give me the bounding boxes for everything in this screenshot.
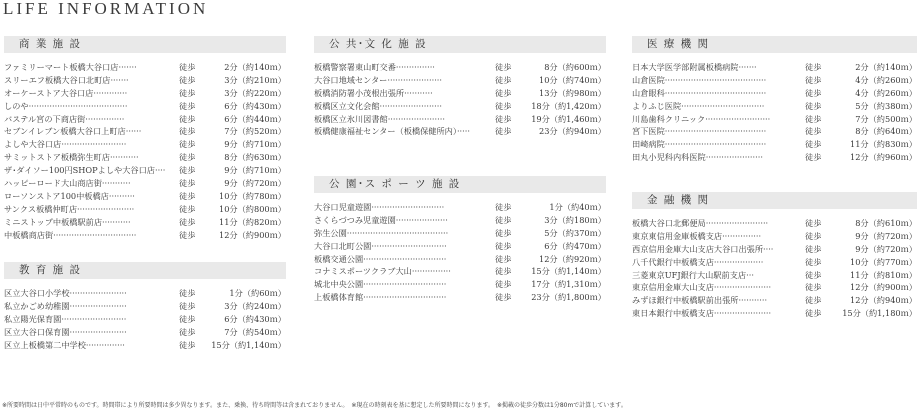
facility-name: 八千代銀行中板橋支店··················· [632, 256, 764, 267]
facility-name: 日本大学医学部附属板橋病院······· [632, 62, 757, 72]
walk-label: 徒歩 [495, 292, 512, 303]
walk-time: 11分（約820ｍ） [219, 216, 286, 227]
section-heading: 教 育 施 設 [4, 262, 286, 279]
walk-label: 徒歩 [495, 74, 512, 85]
walk-time: 12分（約900ｍ） [219, 229, 286, 240]
facility-row [314, 291, 606, 304]
facility-name: よりふじ医院································ [632, 100, 765, 111]
facility-row [4, 339, 286, 352]
walk-time: 23分（約1,800ｍ） [531, 292, 606, 303]
walk-label: 徒歩 [495, 113, 512, 124]
walk-label: 徒歩 [805, 308, 822, 319]
walk-label: 徒歩 [179, 313, 196, 324]
walk-label: 徒歩 [179, 300, 196, 311]
walk-label: 徒歩 [805, 62, 822, 72]
facility-name: オーケーストア大谷口店············· [4, 87, 128, 98]
walk-time: 17分（約1,310ｍ） [531, 279, 606, 290]
facility-name: コナミスポーツクラブ大山··············· [314, 266, 451, 277]
walk-time: 2分（約140ｍ） [855, 62, 917, 72]
walk-label: 徒歩 [805, 152, 822, 163]
facility-row [4, 300, 286, 313]
facility-row [4, 138, 286, 151]
facility-list [632, 61, 917, 164]
facility-name: 田丸小児科内科医院······················ [632, 152, 763, 163]
section-commercial [4, 36, 286, 241]
facility-name: セブンイレブン板橋大谷口上町店······ [4, 126, 142, 137]
walk-label: 徒歩 [179, 216, 196, 227]
walk-label: 徒歩 [805, 139, 822, 150]
walk-time: 12分（約900ｍ） [850, 282, 917, 293]
facility-list [314, 201, 606, 304]
facility-row [4, 74, 286, 87]
facility-name: しのや······································ [4, 100, 128, 111]
facility-name: 上板橋体育館································ [314, 292, 447, 303]
facility-row [4, 151, 286, 164]
facility-row [4, 287, 286, 300]
walk-label: 徒歩 [805, 113, 822, 124]
facility-row [632, 74, 917, 87]
walk-time: 8分（約600ｍ） [544, 62, 606, 72]
walk-label: 徒歩 [179, 203, 196, 214]
walk-label: 徒歩 [179, 152, 196, 163]
facility-name: 弥生公園······································· [314, 227, 449, 238]
walk-label: 徒歩 [179, 62, 196, 72]
section-parks-sports [314, 176, 606, 304]
walk-time: 6分（約440ｍ） [224, 113, 286, 124]
walk-label: 徒歩 [179, 326, 196, 337]
walk-label: 徒歩 [179, 139, 196, 150]
walk-time: 10分（約780ｍ） [219, 190, 286, 201]
section-heading: 金 融 機 関 [632, 192, 917, 209]
section-heading: 公 園･ス ポ ー ツ 施 設 [314, 176, 606, 193]
facility-row [4, 203, 286, 216]
walk-time: 23分（約940ｍ） [539, 126, 606, 137]
walk-time: 12分（約920ｍ） [539, 253, 606, 264]
walk-time: 6分（約430ｍ） [224, 100, 286, 111]
facility-name: ザ･ダイソー100円SHOPよしや大谷口店···· [4, 165, 166, 176]
facility-row [314, 74, 606, 87]
walk-time: 7分（約520ｍ） [224, 126, 286, 137]
facility-row [632, 256, 917, 269]
walk-label: 徒歩 [805, 87, 822, 98]
walk-time: 3分（約180ｍ） [544, 214, 606, 225]
walk-label: 徒歩 [179, 178, 196, 189]
section-heading: 公 共･文 化 施 設 [314, 36, 606, 53]
walk-time: 10分（約770ｍ） [850, 256, 917, 267]
walk-time: 6分（約430ｍ） [224, 313, 286, 324]
facility-row [632, 113, 917, 126]
facility-name: 大谷口北町公園····························· [314, 240, 447, 251]
walk-label: 徒歩 [179, 229, 196, 240]
facility-row [314, 253, 606, 266]
walk-label: 徒歩 [805, 282, 822, 293]
facility-row [632, 61, 917, 74]
walk-label: 徒歩 [805, 218, 822, 228]
facility-name: 板橋大谷口北郵便局························ [632, 218, 769, 228]
facility-list [4, 287, 286, 351]
facility-row [632, 138, 917, 151]
walk-label: 徒歩 [495, 266, 512, 277]
facility-name: 山倉眼科······································· [632, 87, 767, 98]
walk-label: 徒歩 [495, 279, 512, 290]
facility-row [632, 294, 917, 307]
walk-time: 9分（約720ｍ） [855, 243, 917, 254]
walk-time: 9分（約720ｍ） [855, 230, 917, 241]
facility-name: ハッピーロード大山商店街··········· [4, 178, 131, 189]
walk-time: 5分（約380ｍ） [855, 100, 917, 111]
facility-name: 私立陽光保育園························· [4, 313, 127, 324]
walk-time: 9分（約710ｍ） [224, 165, 286, 176]
facility-name: 板橋交通公園································ [314, 253, 447, 264]
facility-list [4, 61, 286, 241]
facility-name: 大谷口地域センター····················· [314, 74, 443, 85]
facility-row [314, 227, 606, 240]
walk-label: 徒歩 [495, 87, 512, 98]
walk-time: 1分（約40ｍ） [549, 202, 606, 212]
facility-row [4, 87, 286, 100]
walk-label: 徒歩 [495, 240, 512, 251]
walk-label: 徒歩 [179, 288, 196, 298]
walk-time: 10分（約800ｍ） [219, 203, 286, 214]
walk-time: 8分（約610ｍ） [855, 218, 917, 228]
facility-name: 城北中央公園································ [314, 279, 447, 290]
walk-label: 徒歩 [495, 227, 512, 238]
facility-row [314, 61, 606, 74]
section-medical [632, 36, 917, 164]
walk-label: 徒歩 [805, 295, 822, 306]
walk-label: 徒歩 [179, 126, 196, 137]
facility-name: ローソンストア100中板橋店·········· [4, 190, 135, 201]
footnote: ※所要時間は日中平常時のものです。時間帯により所要時間は多少異なります。また、乗換、待ち時間等は含まれておりません。 ※現在の時刻表を基に想定した所要時間になります。 ※掲載の徒歩分数は1分80mで計算しています。 [2, 402, 627, 409]
walk-time: 2分（約140ｍ） [224, 62, 286, 72]
walk-label: 徒歩 [179, 339, 196, 350]
facility-row [632, 230, 917, 243]
facility-name: 区立大谷口保育園······················ [4, 326, 127, 337]
walk-label: 徒歩 [495, 100, 512, 111]
walk-label: 徒歩 [179, 113, 196, 124]
facility-name: 宮下医院······································· [632, 126, 767, 137]
walk-time: 11分（約830ｍ） [850, 139, 917, 150]
walk-label: 徒歩 [805, 243, 822, 254]
walk-time: 5分（約370ｍ） [544, 227, 606, 238]
walk-label: 徒歩 [179, 100, 196, 111]
facility-row [314, 113, 606, 126]
walk-label: 徒歩 [495, 253, 512, 264]
facility-row [4, 61, 286, 74]
facility-row [632, 281, 917, 294]
walk-time: 18分（約1,420ｍ） [531, 100, 606, 111]
section-finance [632, 192, 917, 320]
walk-time: 12分（約940ｍ） [850, 295, 917, 306]
facility-name: 東日本銀行中板橋支店······················ [632, 308, 772, 319]
facility-row [4, 100, 286, 113]
facility-row [314, 100, 606, 113]
facility-row [632, 269, 917, 282]
walk-time: 19分（約1,460ｍ） [531, 113, 606, 124]
walk-label: 徒歩 [179, 74, 196, 85]
section-education [4, 262, 286, 351]
walk-time: 8分（約630ｍ） [224, 152, 286, 163]
facility-list [314, 61, 606, 138]
facility-name: バステル宮の下商店街··············· [4, 113, 125, 124]
facility-name: 板橋消防署小茂根出張所··········· [314, 87, 433, 98]
facility-row [4, 326, 286, 339]
walk-time: 3分（約210ｍ） [224, 74, 286, 85]
facility-name: 大谷口児童遊園···························· [314, 202, 445, 212]
walk-time: 4分（約260ｍ） [855, 74, 917, 85]
facility-row [632, 100, 917, 113]
facility-name: 板橋健康福祉センター（板橋保健所内）····· [314, 126, 470, 137]
facility-name: 川島歯科クリニック························· [632, 113, 771, 124]
walk-label: 徒歩 [805, 256, 822, 267]
facility-name: 区立上板橋第二中学校··············· [4, 339, 125, 350]
facility-row [4, 177, 286, 190]
walk-label: 徒歩 [495, 202, 512, 212]
facility-name: 山倉医院······································· [632, 74, 767, 85]
walk-time: 15分（約1,140ｍ） [211, 339, 286, 350]
facility-name: 区立大谷口小学校······················ [4, 288, 127, 298]
facility-name: ファミリーマート板橋大谷口店······· [4, 62, 137, 72]
facility-row [314, 278, 606, 291]
facility-name: 田崎病院······································· [632, 139, 767, 150]
facility-name: 私立かごめ幼稚園······················ [4, 300, 127, 311]
walk-label: 徒歩 [495, 62, 512, 72]
facility-name: よしや大谷口店························· [4, 139, 127, 150]
walk-time: 3分（約240ｍ） [224, 300, 286, 311]
walk-label: 徒歩 [495, 126, 512, 137]
walk-label: 徒歩 [179, 190, 196, 201]
facility-row [314, 201, 606, 214]
facility-name: 板橋警察署東山町交番··············· [314, 62, 435, 72]
walk-time: 13分（約980ｍ） [539, 87, 606, 98]
facility-row [632, 151, 917, 164]
walk-label: 徒歩 [495, 214, 512, 225]
facility-name: 東京信用金庫大山支店······················ [632, 282, 772, 293]
walk-time: 8分（約640ｍ） [855, 126, 917, 137]
facility-name: スリーエフ板橋大谷口北町店······· [4, 74, 129, 85]
walk-label: 徒歩 [805, 269, 822, 280]
facility-row [632, 125, 917, 138]
facility-row [314, 265, 606, 278]
walk-label: 徒歩 [805, 230, 822, 241]
facility-row [4, 216, 286, 229]
section-heading: 医 療 機 関 [632, 36, 917, 53]
facility-name: 三菱東京UFJ銀行大山駅前支店··· [632, 269, 754, 280]
facility-row [4, 164, 286, 177]
facility-name: 東京東信用金庫板橋支店··············· [632, 230, 762, 241]
walk-label: 徒歩 [805, 74, 822, 85]
facility-row [632, 307, 917, 320]
walk-time: 3分（約220ｍ） [224, 87, 286, 98]
facility-name: 中板橋商店街································ [4, 229, 137, 240]
walk-time: 15分（約1,140ｍ） [531, 266, 606, 277]
walk-time: 15分（約1,180ｍ） [842, 308, 917, 319]
facility-name: みずほ銀行中板橋駅前出張所··········· [632, 295, 768, 306]
walk-time: 6分（約470ｍ） [544, 240, 606, 251]
facility-row [4, 190, 286, 203]
facility-row [4, 125, 286, 138]
facility-name: さくらづつみ児童遊園···················· [314, 214, 448, 225]
walk-label: 徒歩 [805, 126, 822, 137]
section-heading: 商 業 施 設 [4, 36, 286, 53]
walk-time: 1分（約60ｍ） [229, 288, 286, 298]
facility-row [314, 240, 606, 253]
section-public-culture [314, 36, 606, 138]
facility-row [4, 313, 286, 326]
facility-name: サンクス板橋仲町店······················ [4, 203, 135, 214]
facility-row [314, 125, 606, 138]
facility-name: 板橋区立氷川図書館······················ [314, 113, 445, 124]
page-title: LIFE INFORMATION [3, 0, 209, 18]
facility-name: ミニストップ中板橋駅前店··········· [4, 216, 131, 227]
facility-list [632, 217, 917, 320]
facility-row [632, 243, 917, 256]
walk-time: 10分（約740ｍ） [539, 74, 606, 85]
facility-row [632, 87, 917, 100]
walk-time: 12分（約960ｍ） [850, 152, 917, 163]
walk-time: 11分（約810ｍ） [850, 269, 917, 280]
facility-row [632, 217, 917, 230]
walk-time: 7分（約500ｍ） [855, 113, 917, 124]
facility-row [314, 87, 606, 100]
walk-label: 徒歩 [179, 87, 196, 98]
walk-time: 4分（約260ｍ） [855, 87, 917, 98]
facility-name: サミットストア板橋弥生町店··········· [4, 152, 139, 163]
walk-label: 徒歩 [179, 165, 196, 176]
walk-label: 徒歩 [805, 100, 822, 111]
walk-time: 7分（約540ｍ） [224, 326, 286, 337]
facility-row [4, 229, 286, 242]
facility-row [4, 113, 286, 126]
facility-row [314, 214, 606, 227]
walk-time: 9分（約720ｍ） [224, 178, 286, 189]
walk-time: 9分（約710ｍ） [224, 139, 286, 150]
facility-name: 板橋区立文化会館························ [314, 100, 442, 111]
facility-name: 西京信用金庫大山支店大谷口出張所···· [632, 243, 774, 254]
